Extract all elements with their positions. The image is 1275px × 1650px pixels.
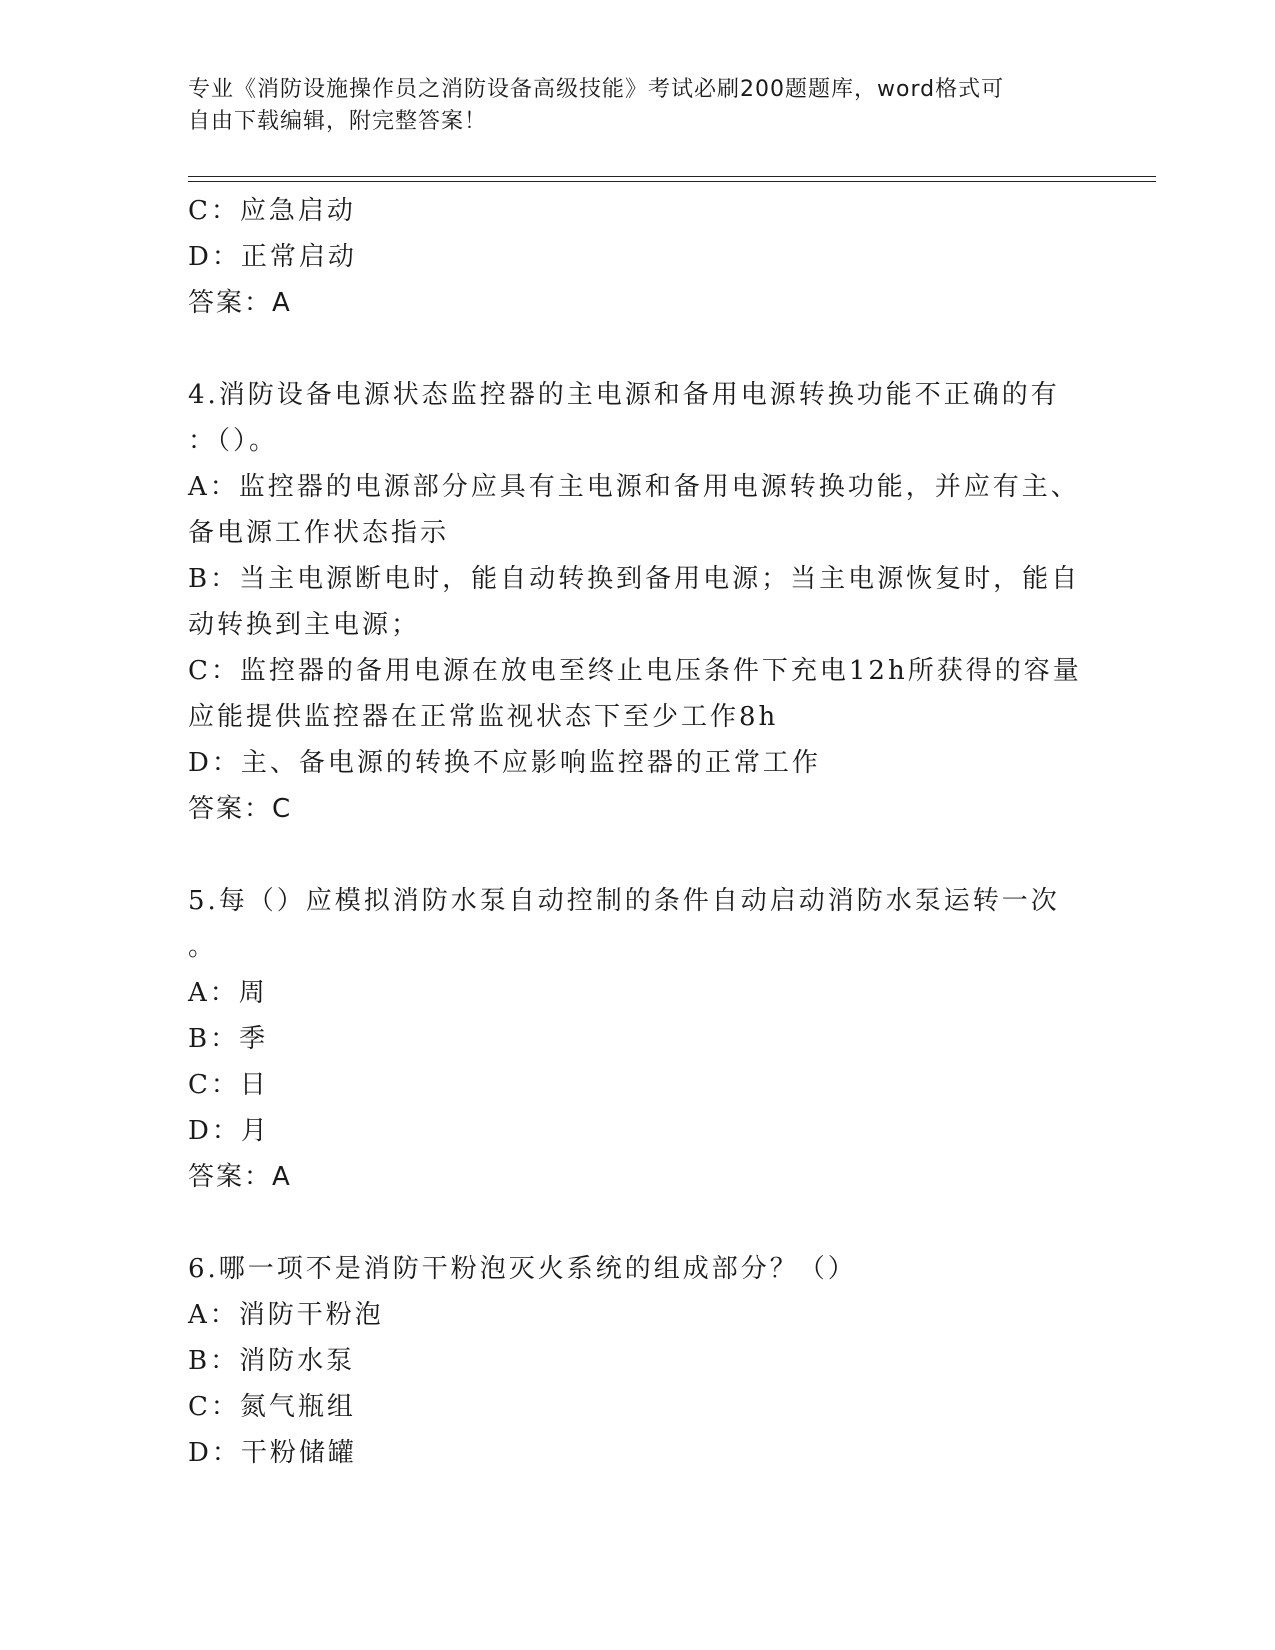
option-b: B：季 (188, 1024, 269, 1054)
spacer (188, 832, 1078, 878)
option-c-cont: 应能提供监控器在正常监视状态下至少工作8h (188, 702, 779, 732)
option-b: B：当主电源断电时，能自动转换到备用电源；当主电源恢复时，能自 (188, 564, 1081, 594)
header-divider-bottom (188, 181, 1156, 182)
question-5 (188, 878, 1078, 1200)
option-d: D：月 (188, 1116, 270, 1146)
question-list (188, 188, 1082, 1476)
option-b: B：消防水泵 (188, 1346, 356, 1376)
answer: 答案：A (188, 1162, 292, 1192)
option-d: D：干粉储罐 (188, 1438, 357, 1468)
spacer (188, 326, 1078, 372)
option-d: D：主、备电源的转换不应影响监控器的正常工作 (188, 748, 821, 778)
question-stem: 4.消防设备电源状态监控器的主电源和备用电源转换功能不正确的有 (188, 380, 1060, 410)
option-a: A：周 (188, 978, 268, 1008)
page-header (188, 74, 1068, 138)
spacer (188, 1200, 1078, 1246)
option-b-cont: 动转换到主电源； (188, 610, 421, 640)
option-c: C：氮气瓶组 (188, 1392, 356, 1422)
header-line-1: 专业《消防设施操作员之消防设备高级技能》考试必刷200题题库，word格式可 (188, 77, 1005, 102)
answer: 答案：A (188, 288, 292, 318)
question-4 (188, 372, 1082, 832)
option-d: D：正常启动 (188, 242, 357, 272)
option-c: C：监控器的备用电源在放电至终止电压条件下充电12h所获得的容量 (188, 656, 1082, 686)
option-a: A：消防干粉泡 (188, 1300, 384, 1330)
option-a: A：监控器的电源部分应具有主电源和备用电源转换功能，并应有主、 (188, 472, 1080, 502)
question-6 (188, 1246, 1078, 1476)
header-divider-top (188, 176, 1156, 177)
option-c: C：应急启动 (188, 196, 356, 226)
option-a-cont: 备电源工作状态指示 (188, 518, 450, 548)
question-stem: 5.每（）应模拟消防水泵自动控制的条件自动启动消防水泵运转一次 (188, 886, 1060, 916)
question-stem: 6.哪一项不是消防干粉泡灭火系统的组成部分？（） (188, 1254, 857, 1284)
question-stem-cont: ：（）。 (188, 426, 279, 456)
answer: 答案：C (188, 794, 293, 824)
header-line-2: 自由下载编辑，附完整答案！ (188, 109, 488, 134)
question-3-tail (188, 188, 1078, 326)
question-stem-cont: 。 (188, 932, 218, 962)
option-c: C：日 (188, 1070, 269, 1100)
